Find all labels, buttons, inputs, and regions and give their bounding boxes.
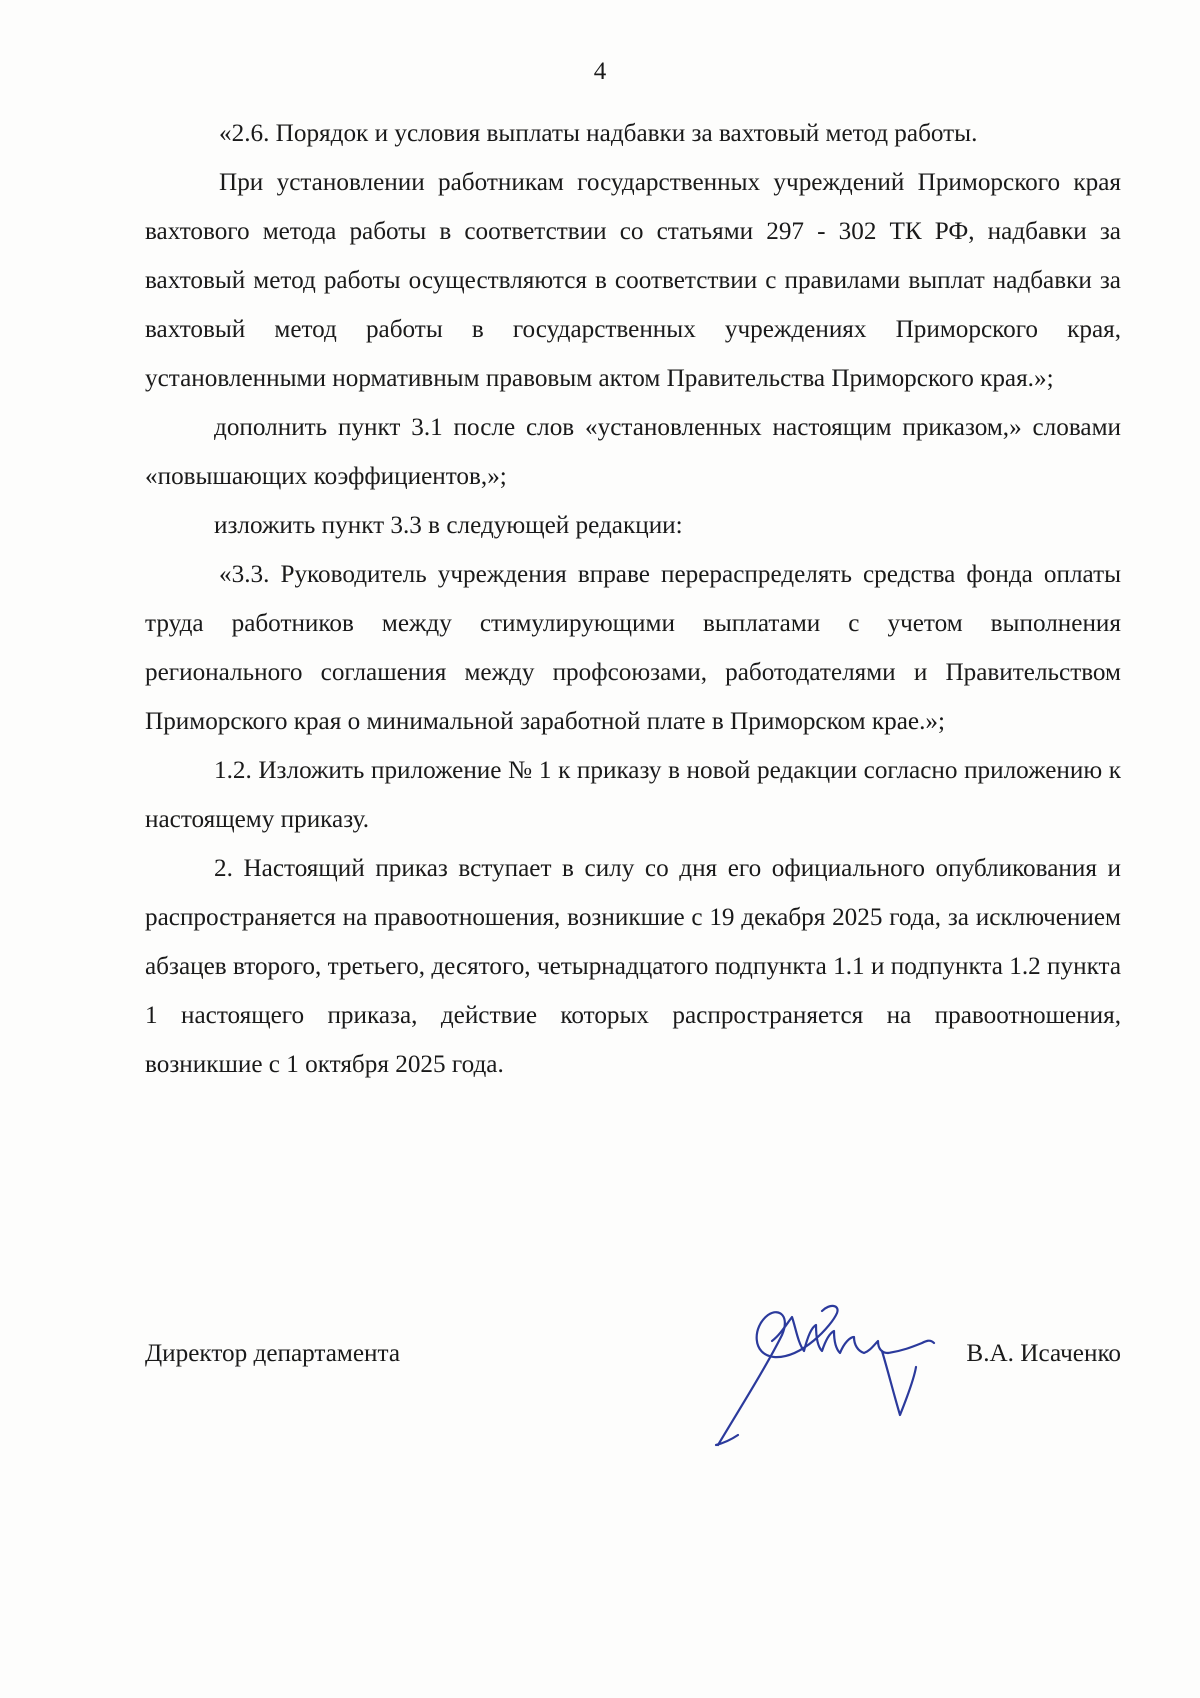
paragraph-restate-3-3: изложить пункт 3.3 в следующей редакции: (214, 512, 683, 539)
paragraph-3-3-text: «3.3. Руководитель учреждения вправе перераспределять средства фонда оплаты труда работников между стимулирующими выплатами с учетом выполнения регионального соглашения между профсоюзами, работодателями и Правительством Приморского края о минимальной заработной плате в Приморском крае.»; (145, 561, 1121, 735)
paragraph-amend-3-1: дополнить пункт 3.1 после слов «установленных настоящим приказом,» словами «повышающих коэффициентов,»; (145, 414, 1121, 490)
paragraph-1-2: 1.2. Изложить приложение № 1 к приказу в новой редакции согласно приложению к настоящему приказу. (145, 757, 1121, 833)
paragraph-rotation-allowance: При установлении работникам государственных учреждений Приморского края вахтового метода работы в соответствии со статьями 297 - 302 ТК РФ, надбавки за вахтовый метод работы осуществляются в соответствии с правилами выплат надбавки за вахтовый метод работы в государственных учреждениях Приморского края, установленными нормативным правовым актом Правительства Приморского края.»; (145, 169, 1121, 392)
paragraph-2-6-heading: «2.6. Порядок и условия выплаты надбавки за вахтовый метод работы. (219, 120, 978, 147)
handwritten-signature (712, 1295, 982, 1455)
signatory-name: В.А. Исаченко (966, 1340, 1121, 1367)
page-number: 4 (593, 58, 607, 85)
document-body (145, 109, 1121, 1089)
paragraph-2-effective-date: 2. Настоящий приказ вступает в силу со дня его официального опубликования и распространяется на правоотношения, возникшие с 19 декабря 2025 года, за исключением абзацев второго, третьего, десятого, четырнадцатого подпункта 1.1 и подпункта 1.2 пункта 1 настоящего приказа, действие которых распространяется на правоотношения, возникшие с 1 октября 2025 года. (145, 855, 1121, 1078)
signatory-position: Директор департамента (145, 1340, 400, 1367)
